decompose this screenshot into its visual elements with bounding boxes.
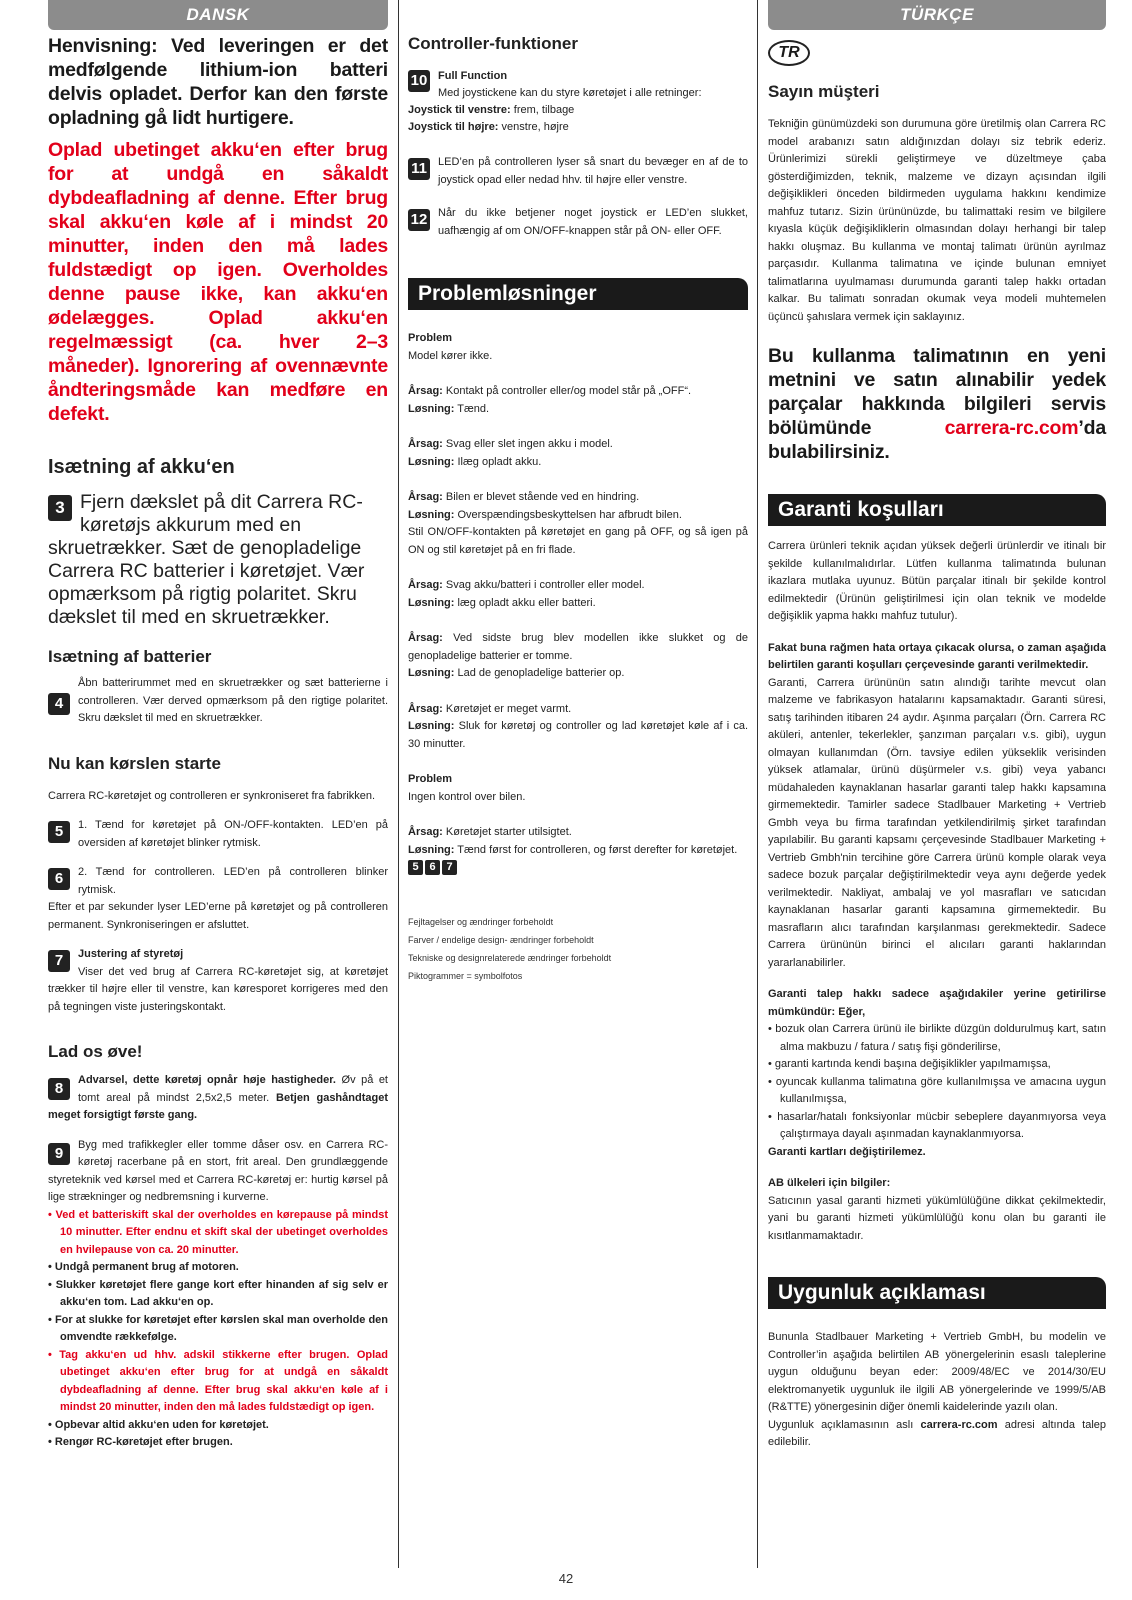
step-text: Viser det ved brug af Carrera RC-køretøjet sig, at køretøjet trækker til højre eller til venstre, kan køresporet korrigeres med den på tegningen viste justeringskontakt.	[48, 965, 388, 1013]
cause-label: Årsag:	[408, 438, 443, 450]
cause-solution-block	[408, 436, 748, 471]
column-divider	[757, 0, 758, 1568]
footnote: Farver / endelige design- ændringer forbeholdt	[408, 934, 594, 945]
conformity-text-b: adresi altında talep edilebilir.	[768, 1418, 1106, 1448]
tips-list	[48, 1207, 388, 1452]
page-number: 42	[558, 1571, 574, 1586]
warranty-conditions-list	[768, 1021, 1106, 1144]
cause-text: Kontakt på controller eller/og model står på „OFF“.	[442, 385, 692, 397]
step-text: Byg med trafikkegler eller tomme dåser osv. en Carrera RC-køretøj racerbane på en stort, frit areal. Den grundlæggende styreteknik ved kørsel med et Carrera RC-køretøj er: hurtig kørsel på lige strækninger og nedbremsning i kurverne.	[48, 1138, 388, 1203]
section-bar-conformity: Uygunluk açıklaması	[768, 1277, 1106, 1309]
step-12	[408, 205, 748, 240]
solution-text: Sluk for køretøj og controller og lad køretøjet køle af i ca. 30 minutter.	[408, 720, 748, 750]
website-note-tail: ’da bulabilirsiniz.	[768, 417, 1106, 463]
section-title-practice: Lad os øve!	[48, 1042, 143, 1061]
condition-item: • bozuk olan Carrera ürünü ile birlikte düzgün doldurulmuş kart, satın alma makbuzu / fatura / satış fişi gönderilirse,	[768, 1023, 1106, 1053]
footnote: Fejltagelser og ændringer forbeholdt	[408, 916, 554, 927]
solution-text: Overspændingsbeskyttelsen har afbrudt bilen.	[454, 508, 682, 521]
solution-label: Løsning:	[408, 402, 455, 415]
step-11	[408, 154, 748, 189]
footnote: Piktogrammer = symbolfotos	[408, 970, 523, 981]
problem-label: Problem	[408, 332, 453, 344]
conformity-text-a: Uygunluk açıklamasının aslı	[768, 1418, 921, 1431]
step-number: 9	[48, 1143, 70, 1165]
step-8	[48, 1072, 388, 1125]
step-9	[48, 1137, 388, 1207]
solution-text: Tænd først for controlleren, og først derefter for køretøjet.	[454, 843, 738, 856]
cause-text: Ved sidste brug blev modellen ikke slukket og de genopladelige batterier er tomme.	[408, 632, 748, 662]
language-badge: TR	[768, 40, 810, 66]
cause-text: Svag eller slet ingen akku i model.	[442, 438, 613, 450]
cause-label: Årsag:	[408, 491, 443, 503]
cause-solution-block	[408, 577, 748, 612]
step-text: Øv på et tomt areal på mindst 2,5x2,5 meter.	[78, 1074, 388, 1104]
warranty-details: Garanti, Carrera ürününün satın alındığı tarihte mevcut olan malzeme ve fabrikasyon hatalarını kapsamaktadır. Garanti süresi, satış tarihinden itibaren 24 aydır. Aşınma parçaları (Örn. Carrera RC aküleri, antenler, tekerlekler, şanzıman parçaları v.s. gibi), uygun olmayan kullanımdan (Örn. tavsiye edilen yükseklik verisinden yüksek atlamalar, ürünü düşürmeler v.s. gibi) veya yabancı müdahaleden kaynaklanan hasarlar garanti talep hakkı kapsamına girmemektedir. Tamirler sadece Stadlbauer Marketing + Vertrieb Gmbh veya bu firma tarafından yetkilendirilmiş şirket tarafından yapılabilir. Bu garanti kapsamı çerçevesinde Stadlbauer Marketing + Vertrieb Gmbh'nin tercihine göre Carrera ürünü komple olarak veya sadece bozuk parçalar değiştirilmektedir veya aynı değerde yedek verilmektedir. Nakliyat, ambalaj ve yol masrafları ve satıcıdan kaynaklanan hasarlar garanti kapsamına girmemektedir. Bu masrafların alıcı tarafından karşılanması gerekmektedir. Sadece Carrera ürününün birinci el alıcıları garanti haklarından yararlanabilirler.	[768, 676, 1106, 969]
step-4	[48, 675, 388, 728]
cause-label: Årsag:	[408, 579, 443, 591]
solution-text: Lad de genopladelige batterier op.	[454, 667, 625, 679]
website-link[interactable]: carrera-rc.com	[944, 417, 1079, 439]
step-number: 3	[48, 495, 72, 521]
language-header-dansk: DANSK	[48, 0, 388, 30]
section-title-controller: Controller-funktioner	[408, 34, 578, 53]
cause-solution-block	[408, 824, 748, 877]
solution-text: læg opladt akku eller batteri.	[454, 596, 596, 609]
column-right	[768, 0, 1106, 1452]
step-5	[48, 817, 388, 852]
tip-item: • Undgå permanent brug af motoren.	[48, 1261, 239, 1273]
step-title: Full Function	[438, 70, 508, 82]
step-number: 6	[48, 868, 70, 890]
column-divider	[398, 0, 399, 1568]
warranty-card-note: Garanti kartları değiştirilemez.	[768, 1145, 926, 1158]
cause-text: Svag akku/batteri i controller eller model.	[442, 579, 645, 591]
joystick-right-value: venstre, højre	[498, 121, 569, 133]
intro-text: Tekniğin günümüzdeki son durumuna göre üretilmiş olan Carrera RC model arabanızı satın aldığınızdan dolayı siz tebrik ederiz. Ürünlerimizi sürekli geliştirmeye ve düzeltmeye çaba gösterdiğimizden, teknik, malzeme ve dizayn açısından ilgili değişiklikleri önceden bildirmeden uygulama hakkını kendimize mahfuz tutarız. Sizin ürününüzde, bu talimattaki resim ve bilgilere kıyasla küçük değişikliklerin olmasından dolayı herhangi bir talep hakkı oluşmaz. Bu kullanma ve montaj talimatı ürünün ayrılmaz parçasıdır. Kullanma talimatına ve içinde bulunan emniyet talimatlarına uyulmaması durumunda garanti talep hakkı ortadan kalkar. Bu talimatı sonradan okumak veya modeli muhtemelen üçüncü şahıslara vermek için saklayınız.	[768, 118, 1106, 323]
cause-solution-block	[408, 630, 748, 683]
sync-done-note: Efter et par sekunder lyser LED’erne på køretøjet og på controlleren permanent. Synkroniseringen er afsluttet.	[48, 901, 388, 931]
section-title-batteries: Isætning af batterier	[48, 647, 212, 666]
ref-step-number: 5	[408, 860, 423, 875]
tip-item: • Slukker køretøjet flere gange kort efter hinanden af sig selv er akku‘en tom. Lad akku‘en op.	[48, 1278, 388, 1308]
solution-label: Løsning:	[408, 843, 455, 856]
tip-item: • Ved et batteriskift skal der overholdes en kørepause på mindst 10 minutter. Efter endnu et skift skal der ubetinget overholdes en hvilepause von ca. 20 minutter.	[48, 1208, 388, 1256]
step-warning: Advarsel, dette køretøj opnår høje hastigheder.	[78, 1074, 336, 1086]
battery-warning: Oplad ubetinget akku‘en efter brug for at undgå en såkaldt dybdeafladning af denne. Efter brug skal akku‘en køle af i mindst 20 minutter, inden den må lades fuldstædigt op igen. Overholdes denne pause ikke, kan akku‘en ødelægges. Oplad akku‘en regelmæssigt (ca. hver 2–3 måneder). Ignorering af ovennævnte åndteringsmåde kan medføre en defekt.	[48, 139, 388, 425]
cause-label: Årsag:	[408, 826, 443, 838]
condition-item: • garanti kartında kendi başına değişiklikler yapılmamışsa,	[768, 1058, 1051, 1070]
step-number: 10	[408, 70, 430, 92]
ref-step-number: 7	[442, 860, 457, 875]
sync-note: Carrera RC-køretøjet og controlleren er synkroniseret fra fabrikken.	[48, 789, 376, 802]
warranty-text: Carrera ürünleri teknik açıdan yüksek değerli ürünlerdir ve itinalı bir şekilde kullanılmalıdırlar. Lütfen kullanma talimatında bulunan ikazlara mutlaka uyunuz. Bütün parçalar itinalı bir şekilde kontrol edilmektedir (Ürünün geliştirilmesi için olan teknik ve modelde değişiklik yapma hakkı mahfuz tutulur).	[768, 540, 1106, 622]
footnote: Tekniske og designrelaterede ændringer forbeholdt	[408, 952, 612, 963]
step-text: LED’en på controlleren lyser så snart du bevæger en af de to joystick opad eller nedad hhv. til højre eller venstre.	[438, 156, 748, 186]
ref-step-number: 6	[425, 860, 440, 875]
cause-text: Køretøjet er meget varmt.	[442, 702, 572, 715]
solution-label: Løsning:	[408, 596, 455, 609]
cause-label: Årsag:	[408, 385, 443, 397]
tip-item: • Opbevar altid akku‘en uden for køretøjet.	[48, 1418, 269, 1431]
step-number: 12	[408, 209, 430, 231]
step-number: 7	[48, 950, 70, 972]
step-text: 2. Tænd for controlleren. LED’en på controlleren blinker rytmisk.	[78, 866, 388, 896]
website-note	[768, 344, 1106, 464]
condition-item: • hasarlar/hatalı fonksiyonlar mücbir sebeplere dayanmıyorsa veya çalıştırmaya dayalı aşınmadan kaynaklanmıyorsa.	[768, 1110, 1106, 1140]
warranty-conditions-title: Garanti talep hakkı sadece aşağıdakiler yerine getirilirse mümkündür: Eğer,	[768, 988, 1106, 1018]
step-number: 5	[48, 821, 70, 843]
solution-label: Løsning:	[408, 455, 455, 468]
section-bar-warranty: Garanti koşulları	[768, 494, 1106, 526]
joystick-right-label: Joystick til højre:	[408, 121, 499, 133]
tip-item: • Rengør RC-køretøjet efter brugen.	[48, 1436, 233, 1448]
step-text: Når du ikke betjener noget joystick er LED’en slukket, uafhængig af om ON/OFF-knappen står på ON- eller OFF.	[438, 207, 748, 237]
problem-text: Ingen kontrol over bilen.	[408, 790, 526, 803]
footnotes	[408, 913, 748, 985]
solution-extra: Stil ON/OFF-kontakten på køretøjet en gang på OFF, og så igen på ON og stil køretøjet på en fri flade.	[408, 526, 748, 556]
step-number: 4	[48, 693, 70, 715]
tip-item: • For at slukke for køretøjet efter kørslen skal man overholde den omvendte rækkefølge.	[48, 1313, 388, 1343]
step-text: 1. Tænd for køretøjet på ON-/OFF-kontakten. LED’en på oversiden af køretøjet blinker rytmisk.	[78, 819, 388, 849]
battery-note: Henvisning: Ved leveringen er det medfølgende lithium-ion batteri delvis opladet. Derfor kan den første opladning gå lidt hurtigere.	[48, 35, 388, 129]
column-middle	[408, 0, 748, 985]
language-header-turkce: TÜRKÇE	[768, 0, 1106, 30]
step-warning-2: Betjen gashåndtaget meget forsigtigt første gang.	[48, 1091, 388, 1121]
section-title-akku: Isætning af akku‘en	[48, 456, 235, 478]
cause-label: Årsag:	[408, 702, 443, 715]
cause-text: Bilen er blevet stående ved en hindring.	[442, 491, 640, 503]
website-note-text: Bu kullanma talimatının en yeni metnini ve satın alınabilir yedek parçalar hakkında bilgileri servis bölümünde	[768, 345, 1106, 439]
condition-item: • oyuncak kullanma talimatına göre kullanılmışsa ve amacına uygun kullanılmışsa,	[768, 1075, 1106, 1105]
conformity-text: Bununla Stadlbauer Marketing + Vertrieb GmbH, bu modelin ve Controller’in aşağıda belirtilen AB yönergelerinin esaslı taleplerine uygun olduğunu beyan eder: 2009/48/EC ve 2014/30/EU elektromanyetik uygunluk ile ilgili AB yönergelerinde ve 1999/5/AB (R&TTE) yönergesinin diğer önemli kaidelerinde yazılı olan.	[768, 1331, 1106, 1413]
section-title-start: Nu kan kørslen starte	[48, 753, 221, 773]
warranty-bold-text: Fakat buna rağmen hata ortaya çıkacak olursa, o zaman aşağıda belirtilen garanti koşulları çerçevesinde garanti verilmektedir.	[768, 641, 1106, 671]
cause-label: Årsag:	[408, 632, 443, 644]
step-6	[48, 864, 388, 899]
cause-solution-block	[408, 383, 748, 418]
section-title-dear-customer: Sayın müşteri	[768, 82, 880, 101]
conformity-link[interactable]: carrera-rc.com	[920, 1418, 998, 1431]
solution-label: Løsning:	[408, 667, 455, 679]
section-bar-troubleshooting: Problemløsninger	[408, 278, 748, 310]
solution-text: Ilæg opladt akku.	[454, 455, 542, 468]
step-text: Fjern dækslet på dit Carrera RC-køretøjs akkurum med en skruetrækker. Sæt de genopladelige Carrera RC batterier i køretøjet. Vær opmærksom på rigtig polaritet. Skru dækslet til med en skruetrækker.	[48, 491, 365, 628]
problem-block-1	[408, 330, 748, 365]
step-title: Justering af styretøj	[78, 948, 184, 960]
solution-text: Tænd.	[454, 402, 490, 415]
step-7	[48, 946, 388, 1016]
cause-text: Køretøjet starter utilsigtet.	[442, 826, 572, 838]
problem-text: Model kører ikke.	[408, 349, 493, 362]
step-3	[48, 491, 388, 629]
eu-info-text: Satıcının yasal garanti hizmeti yükümlülüğüne dikkat çekilmektedir, yani bu garanti hizmeti yükümlülüğü konu olan bu garanti ile kısıtlanmamaktadır.	[768, 1194, 1106, 1242]
problem-block-2	[408, 771, 748, 806]
eu-info-title: AB ülkeleri için bilgiler:	[768, 1177, 891, 1189]
solution-label: Løsning:	[408, 720, 455, 732]
conformity-link-text	[768, 1417, 1106, 1452]
solution-label: Løsning:	[408, 508, 455, 521]
cause-solution-block	[408, 701, 748, 754]
joystick-left-value: frem, tilbage	[510, 104, 575, 116]
cause-solution-block	[408, 489, 748, 559]
column-left	[48, 0, 388, 1452]
step-text: Åbn batterirummet med en skruetrækker og sæt batterierne i controlleren. Vær derved opmærksom på den rigtige polaritet. Skru dækslet til med en skruetrækker.	[78, 677, 388, 724]
cause-solution-list	[408, 383, 748, 753]
step-10	[408, 68, 748, 136]
step-number: 8	[48, 1078, 70, 1100]
joystick-left-label: Joystick til venstre:	[408, 104, 511, 116]
step-number: 11	[408, 158, 430, 180]
problem-label: Problem	[408, 773, 453, 785]
step-text: Med joystickene kan du styre køretøjet i alle retninger:	[438, 87, 702, 99]
tip-item: • Tag akku‘en ud hhv. adskil stikkerne efter brugen. Oplad ubetinget akku‘en efter brug for at undgå en såkaldt dybdeafladning af denne. Efter brug skal akku‘en køle af i mindst 20 minutter, inden den må lades fuldstædigt op igen.	[48, 1348, 388, 1413]
